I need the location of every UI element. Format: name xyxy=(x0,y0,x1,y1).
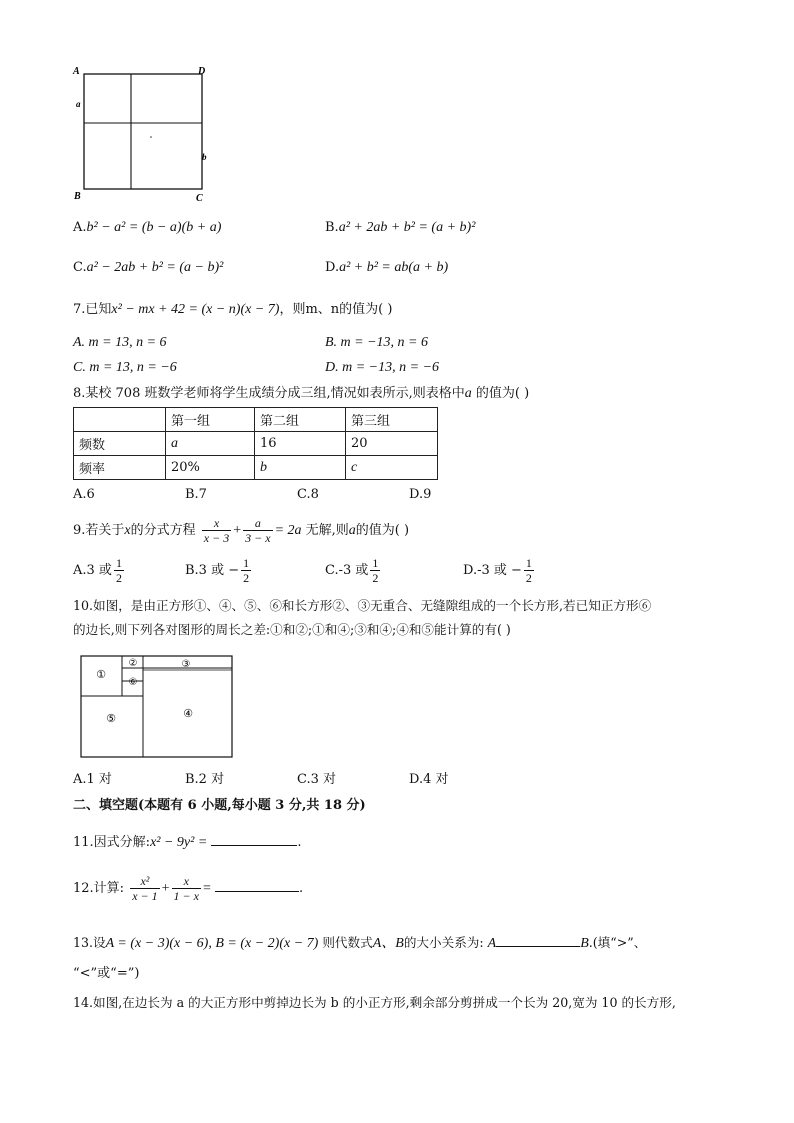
region-4-label: ④ xyxy=(183,707,193,720)
table-header-cell: 第一组 xyxy=(166,408,255,432)
table-cell: 16 xyxy=(255,432,346,456)
label-A: A xyxy=(73,66,80,77)
label-b: b xyxy=(202,152,207,162)
q9-option-b: B.3 或 − $\frac{1}{2}$ xyxy=(185,556,250,585)
label-a: a xyxy=(76,99,81,109)
table-header-cell: 第三组 xyxy=(346,408,438,432)
table-cell: a xyxy=(166,432,255,456)
q9-fraction-1: $\frac{x}{x - 3}$ xyxy=(203,516,230,545)
rectangles-figure xyxy=(78,651,238,761)
q9-option-d: D.-3 或 − $\frac{1}{2}$ xyxy=(463,556,532,585)
q7-option-d: D. m = −13, n = −6 xyxy=(325,360,440,375)
label-B: B xyxy=(74,191,81,202)
q12-fraction-2: $\frac{x}{1 - x}$ xyxy=(173,874,199,903)
q12-answer-blank[interactable] xyxy=(215,877,299,892)
table-cell: c xyxy=(346,456,438,480)
q10-option-a: A.1 对 xyxy=(73,772,112,787)
q7-option-b: B. m = −13, n = 6 xyxy=(325,335,429,350)
frequency-table xyxy=(73,407,438,480)
q13-line1: 13.设A = (x − 3)(x − 6), B = (x − 2)(x − 7) 则代数式A、B的大小关系为: A B.(填“>”、 xyxy=(73,932,646,953)
q14-stem: 14.如图,在边长为 a 的大正方形中剪掉边长为 b 的小正方形,剩余部分剪拼成一个长为 20,宽为 10 的长方形, xyxy=(73,995,676,1010)
q8-option-a: A.6 xyxy=(73,487,95,502)
q10-stem-line1: 10.如图，是由正方形①、④、⑤、⑥和长方形②、③无重合、无缝隙组成的一个长方形,若已知正方形⑥ xyxy=(73,598,652,613)
region-1-label: ① xyxy=(96,668,106,681)
q12-fraction-1: $\frac{\text{x²}}{x - 1}$ xyxy=(132,874,158,903)
table-row xyxy=(74,456,438,480)
q6-option-c: C.a² − 2ab + b² = (a − b)² xyxy=(73,260,224,275)
region-5-label: ⑤ xyxy=(106,712,116,725)
table-cell: 20% xyxy=(166,456,255,480)
q7-option-a: A. m = 13, n = 6 xyxy=(73,335,167,350)
table-cell: 频率 xyxy=(74,456,166,480)
label-D: D xyxy=(198,66,206,77)
table-header-cell xyxy=(74,408,166,432)
square-figure xyxy=(68,62,218,207)
table-header-cell: 第二组 xyxy=(255,408,346,432)
q13-answer-blank[interactable] xyxy=(496,932,580,947)
q10-stem-line2: 的边长,则下列各对图形的周长之差:①和②;①和④;③和④;④和⑤能计算的有( ) xyxy=(73,622,511,637)
label-C: C xyxy=(196,193,203,204)
table-cell: 20 xyxy=(346,432,438,456)
q10-option-c: C.3 对 xyxy=(297,772,337,787)
region-2-label: ② xyxy=(128,658,138,669)
q7-stem: 7.已知x² − mx + 42 = (x − n)(x − 7)，则m、n的值为( ) xyxy=(73,302,393,317)
section-title: 二、填空题(本题有 6 小题,每小题 3 分,共 18 分) xyxy=(73,798,366,813)
q10-option-d: D.4 对 xyxy=(409,772,449,787)
q11-answer-blank[interactable] xyxy=(211,831,297,846)
table-cell: 频数 xyxy=(74,432,166,456)
q12: 12.计算: $\frac{\text{x²}}{x - 1}$ + $\frac{x}{1 - x}$ = . xyxy=(73,874,304,903)
q9-fraction-2: $\frac{a}{3 - x}$ xyxy=(245,516,271,545)
q8-option-b: B.7 xyxy=(185,487,207,502)
q13-line2: “<”或“=”) xyxy=(73,966,140,981)
q10-option-b: B.2 对 xyxy=(185,772,225,787)
q6-option-b: B.a² + 2ab + b² = (a + b)² xyxy=(325,220,476,235)
table-header-row xyxy=(74,408,438,432)
region-3-label: ③ xyxy=(181,659,191,670)
q9-stem: 9.若关于x的分式方程 $\frac{x}{x - 3}$ + $\frac{a}{3 - x}$ = 2a 无解,则a的值为( ) xyxy=(73,516,410,545)
region-6-label: ⑥ xyxy=(128,677,138,688)
table-row xyxy=(74,432,438,456)
q11: 11.因式分解:x² − 9y² = . xyxy=(73,831,302,852)
q8-option-c: C.8 xyxy=(297,487,319,502)
q9-option-a: A.3 或 $\frac{1}{2}$ xyxy=(73,556,122,585)
q9-option-c: C.-3 或 $\frac{1}{2}$ xyxy=(325,556,379,585)
q8-option-d: D.9 xyxy=(409,487,432,502)
q8-stem: 8.某校 708 班数学老师将学生成绩分成三组,情况如表所示,则表格中a 的值为( ) xyxy=(73,386,530,401)
q6-option-d: D.a² + b² = ab(a + b) xyxy=(325,260,449,275)
table-cell: b xyxy=(255,456,346,480)
q6-option-a: A.b² − a² = (b − a)(b + a) xyxy=(73,220,222,235)
q7-option-c: C. m = 13, n = −6 xyxy=(73,360,177,375)
